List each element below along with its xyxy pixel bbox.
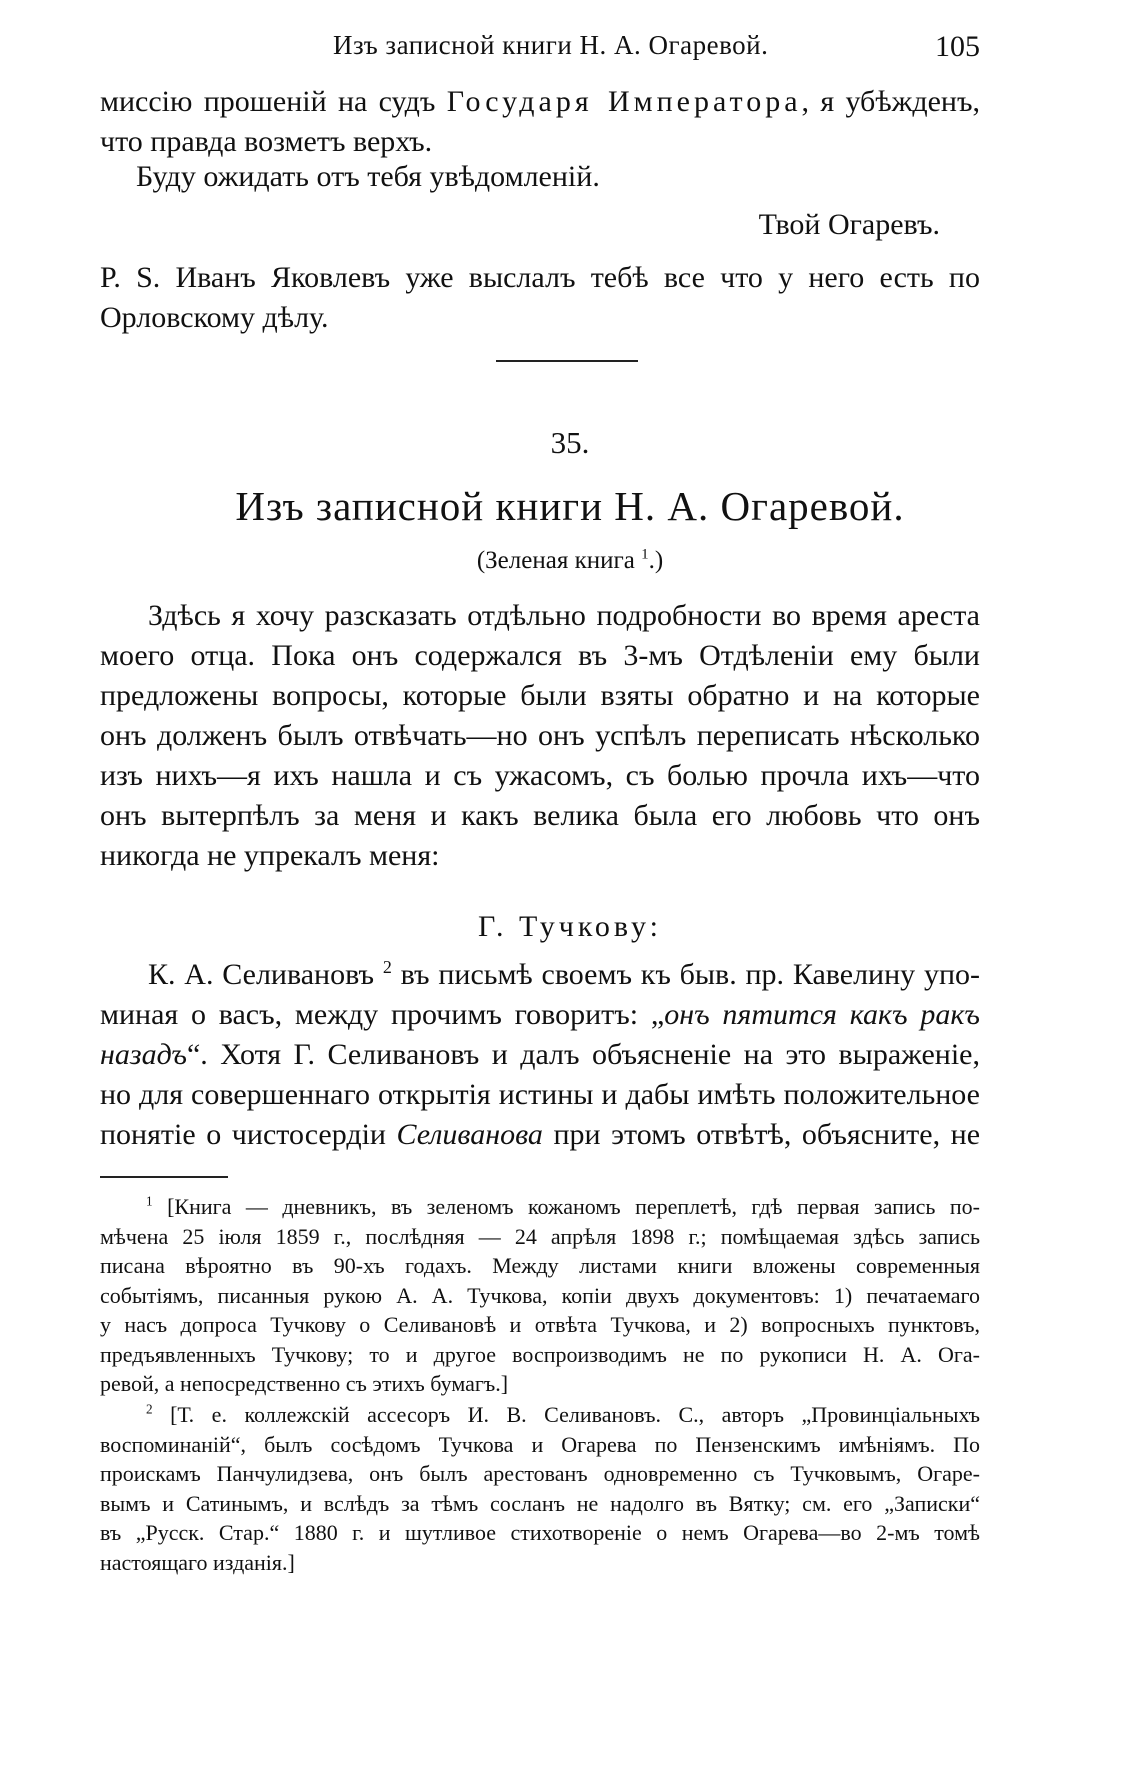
text-line: предъявленныхъ Тучкову; то и другое воспроизводимъ не по рукописи Н. А. Ога- <box>100 1341 980 1367</box>
text-line: мѣчена 25 іюля 1859 г., послѣдняя — 24 апрѣля 1898 г.; помѣщаемая здѣсь запись <box>100 1223 980 1249</box>
running-title: Изъ записной книги Н. А. Огаревой. <box>333 30 769 60</box>
italic-quote: назадъ <box>100 1038 187 1071</box>
footnote-divider <box>100 1176 228 1178</box>
text-line: что правда возметъ верхъ. <box>100 125 433 158</box>
text-line: Буду ожидать отъ тебя увѣдомленій. <box>136 160 600 193</box>
letter-addressee: Г. Тучкову: <box>477 910 662 943</box>
text-line: $^2$ [Т. е. коллежскій ассесоръ И. В. Селивановъ. С., авторъ „Провинціальныхъ <box>146 1401 981 1427</box>
letter-ending <box>100 82 980 162</box>
text-line: событіямъ, писанныя рукою А. А. Тучкова, копіи двухъ документовъ: 1) печатаемаго <box>100 1282 980 1308</box>
text-line: изъ нихъ—я ихъ нашла и съ ужасомъ, съ болью прочла ихъ—что <box>100 759 980 792</box>
text-line: ревой, а непосредственно съ этихъ бумагъ.] <box>100 1371 509 1396</box>
italic-name: Селиванова <box>396 1118 543 1151</box>
section-title: Изъ записной книги Н. А. Огаревой. <box>235 483 905 529</box>
text-line: у насъ допроса Тучкову о Селивановѣ и отвѣта Тучкова, и 2) вопросныхъ пунктовъ, <box>100 1312 980 1337</box>
footnote-marker: 1 <box>146 1193 153 1209</box>
text-line: проискамъ Панчулидзева, онъ былъ арестованъ одновременно съ Тучковымъ, Огаре- <box>100 1461 980 1486</box>
text-line: миная о васъ, между прочимъ говоритъ: „онъ пятится какъ ракъ <box>100 998 980 1031</box>
running-header <box>100 30 980 70</box>
footnote-1 <box>100 1192 980 1399</box>
text-line: Орловскому дѣлу. <box>100 301 329 334</box>
text-line: назадъ“. Хотя Г. Селивановъ и далъ объясненіе на это выраженіе, <box>100 1038 980 1071</box>
page-number: 105 <box>935 30 980 63</box>
footnote-2 <box>100 1400 980 1577</box>
text-line: P. S. Иванъ Яковлевъ уже выслалъ тебѣ все что у него есть по <box>100 261 980 294</box>
text-line: но для совершеннаго открытія истины и дабы имѣть положительное <box>100 1078 980 1111</box>
letter-closing <box>100 157 980 197</box>
text-line: настоящаго изданія.] <box>100 1549 295 1575</box>
text-line: въ „Русск. Стар.“ 1880 г. и шутливое стихотвореніе о немъ Огарева—во 2-мъ томѣ <box>100 1520 980 1545</box>
text-line: $^1$ [Книга — дневникъ, въ зеленомъ кожаномъ переплетѣ, гдѣ первая запись по- <box>146 1193 980 1219</box>
section-number: 35. <box>550 425 590 460</box>
text-line: онъ долженъ былъ отвѣчать—но онъ успѣлъ переписать нѣсколько <box>100 719 980 752</box>
footnote-marker: 2 <box>146 1401 153 1417</box>
italic-quote: онъ пятится какъ ракъ <box>664 998 980 1031</box>
text-line: вымъ и Сатинымъ, и вслѣдъ за тѣмъ сосланъ не надолго въ Вятку; см. его „Записки“ <box>100 1490 980 1516</box>
text-line: предложены вопросы, которые были взяты обратно и на которые <box>100 679 980 712</box>
section-subtitle: (Зеленая книга $^1$.) <box>476 546 664 574</box>
signature: Твой Огаревъ. <box>758 208 940 241</box>
text-line: писана вѣроятно въ 90-хъ годахъ. Между листами книги вложены современныя <box>100 1253 980 1278</box>
text-line: онъ вытерпѣлъ за меня и какъ велика была его любовь что онъ <box>100 799 980 832</box>
text-line: К. А. Селивановъ $^2$ въ письмѣ своемъ къ быв. пр. Кавелину упо- <box>148 957 980 991</box>
text-line: Здѣсь я хочу разсказать отдѣльно подробности во время ареста <box>148 599 980 632</box>
emphasized-text: Государя Императора <box>446 85 802 118</box>
postscript <box>100 258 980 338</box>
text-line: моего отца. Пока онъ содержался въ 3-мъ Отдѣленіи ему были <box>100 639 980 672</box>
paragraph-2 <box>100 955 980 1155</box>
text-line: понятіе о чистосердіи Селиванова при этомъ отвѣтѣ, объясните, не <box>100 1118 981 1151</box>
paragraph-1 <box>100 596 980 876</box>
text-line: никогда не упрекалъ меня: <box>100 839 440 872</box>
text-line: воспоминаній“, былъ сосѣдомъ Тучкова и Огарева по Пензенскимъ имѣніямъ. По <box>100 1431 980 1457</box>
footnote-ref: 1 <box>641 546 649 563</box>
footnote-ref: 2 <box>382 957 392 977</box>
signature-block <box>100 205 980 245</box>
text-line: миссію прошеній на судъ Государя Императора, я убѣжденъ, <box>100 85 980 118</box>
section-divider <box>496 360 638 362</box>
